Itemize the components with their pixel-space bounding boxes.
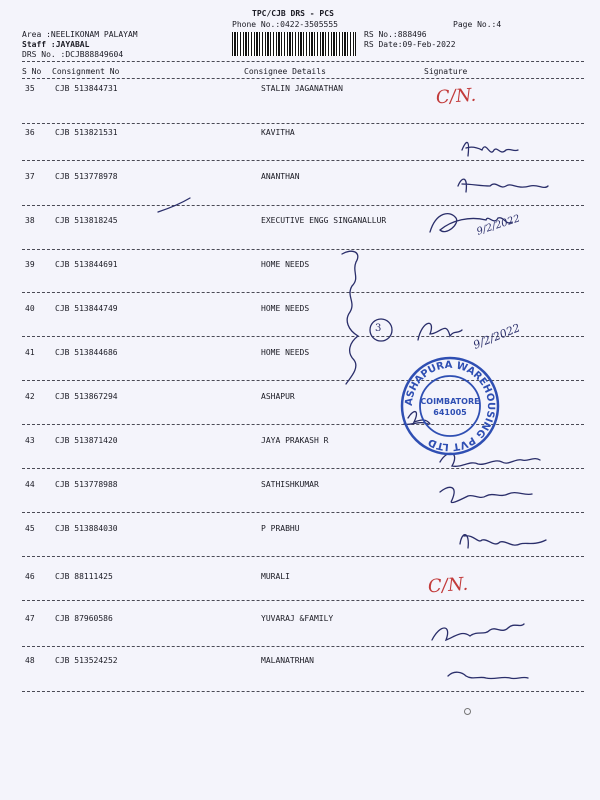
row-sno: 35 bbox=[25, 84, 35, 93]
row-consignee: HOME NEEDS bbox=[261, 304, 310, 313]
row-consignee: P PRABHU bbox=[261, 524, 300, 533]
row-sno: 48 bbox=[25, 656, 35, 665]
company-stamp bbox=[398, 354, 502, 458]
row-consignment: CJB 513778978 bbox=[55, 172, 118, 181]
row-consignment: CJB 513884030 bbox=[55, 524, 118, 533]
handwritten-date: 9/2/2022 bbox=[475, 213, 522, 238]
handwritten-date: 9/2/2022 bbox=[471, 321, 523, 352]
handwritten-cn-note: C/N. bbox=[427, 573, 469, 598]
row-sno: 44 bbox=[25, 480, 35, 489]
row-consignment: CJB 513844691 bbox=[55, 260, 118, 269]
rs-date: RS Date:09-Feb-2022 bbox=[364, 40, 456, 49]
rs-number: RS No.:888496 bbox=[364, 30, 427, 39]
row-consignee: MURALI bbox=[261, 572, 290, 581]
row-consignee: ANANTHAN bbox=[261, 172, 300, 181]
area-label: Area :NEELIKONAM PALAYAM bbox=[22, 30, 138, 39]
row-sno: 46 bbox=[25, 572, 35, 581]
row-consignment: CJB 513867294 bbox=[55, 392, 118, 401]
column-header-consignee: Consignee Details bbox=[244, 67, 326, 76]
row-consignment: CJB 513821531 bbox=[55, 128, 118, 137]
punch-mark bbox=[464, 708, 471, 715]
page-number: Page No.:4 bbox=[453, 20, 502, 29]
row-consignee: SATHISHKUMAR bbox=[261, 480, 319, 489]
row-sno: 42 bbox=[25, 392, 35, 401]
row-consignee: EXECUTIVE ENGG SINGANALLUR bbox=[261, 216, 387, 225]
row-consignment: CJB 513844731 bbox=[55, 84, 118, 93]
row-sno: 36 bbox=[25, 128, 35, 137]
row-consignment: CJB 513871420 bbox=[55, 436, 118, 445]
handwritten-count: 3 bbox=[375, 323, 382, 334]
column-header-consignment: Consignment No bbox=[52, 67, 120, 76]
row-sno: 40 bbox=[25, 304, 35, 313]
handwritten-cn-note: C/N. bbox=[435, 84, 477, 109]
phone-number: Phone No.:0422-3505555 bbox=[232, 20, 338, 29]
row-consignment: CJB 513778988 bbox=[55, 480, 118, 489]
stamp-pin: 641005 bbox=[433, 408, 467, 417]
row-consignment: CJB 87960586 bbox=[55, 614, 113, 623]
column-header-sno: S No bbox=[22, 67, 42, 76]
row-consignee: MALANATRHAN bbox=[261, 656, 314, 665]
drs-number: DRS No. :DCJB88849604 bbox=[22, 50, 124, 59]
row-consignee: ASHAPUR bbox=[261, 392, 295, 401]
column-header-signature: Signature bbox=[424, 67, 468, 76]
staff-label: Staff :JAYABAL bbox=[22, 40, 90, 49]
pen-mark bbox=[158, 198, 190, 212]
row-consignee: STALIN JAGANATHAN bbox=[261, 84, 343, 93]
row-consignee: HOME NEEDS bbox=[261, 348, 310, 357]
stamp-city: COIMBATORE bbox=[420, 397, 480, 406]
document-title: TPC/CJB DRS - PCS bbox=[252, 9, 334, 18]
row-consignee: YUVARAJ &FAMILY bbox=[261, 614, 334, 623]
row-consignee: HOME NEEDS bbox=[261, 260, 310, 269]
row-consignment: CJB 513524252 bbox=[55, 656, 118, 665]
row-consignee: KAVITHA bbox=[261, 128, 295, 137]
row-consignment: CJB 88111425 bbox=[55, 572, 113, 581]
row-sno: 43 bbox=[25, 436, 35, 445]
row-consignment: CJB 513818245 bbox=[55, 216, 118, 225]
row-sno: 38 bbox=[25, 216, 35, 225]
row-sno: 41 bbox=[25, 348, 35, 357]
row-sno: 37 bbox=[25, 172, 35, 181]
row-sno: 45 bbox=[25, 524, 35, 533]
row-sno: 47 bbox=[25, 614, 35, 623]
row-consignment: CJB 513844749 bbox=[55, 304, 118, 313]
row-consignment: CJB 513844686 bbox=[55, 348, 118, 357]
row-sno: 39 bbox=[25, 260, 35, 269]
row-consignee: JAYA PRAKASH R bbox=[261, 436, 329, 445]
stamp-ring-text: ASHAPURA WAREHOUSING PVT LTD bbox=[403, 359, 497, 453]
